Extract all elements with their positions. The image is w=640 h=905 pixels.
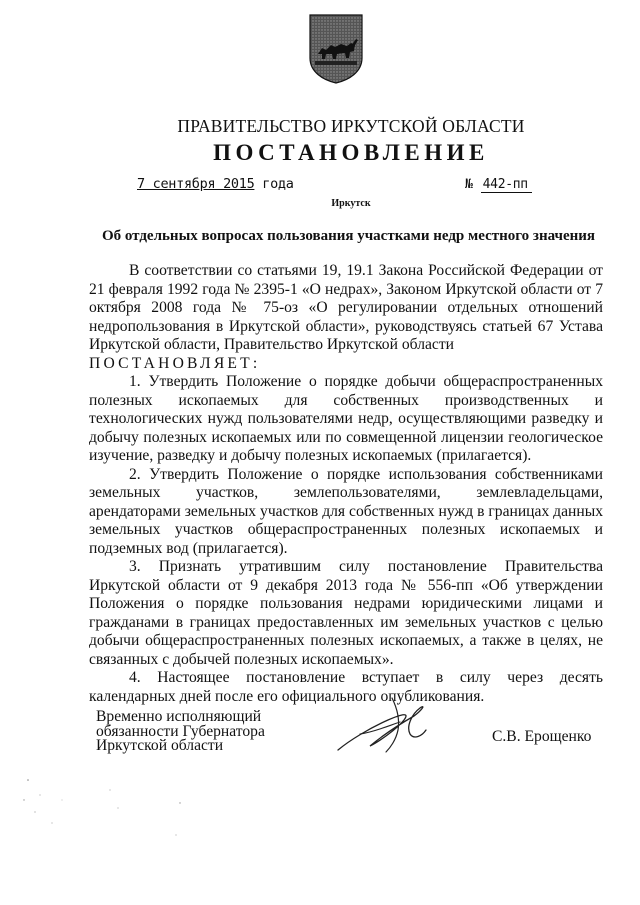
number-sign: № <box>465 177 473 192</box>
resolve-heading: ПОСТАНОВЛЯЕТ: <box>89 354 261 372</box>
number-value: 442-пп <box>481 177 532 193</box>
decree-title: Об отдельных вопросах пользования участками недр местного значения <box>101 228 596 244</box>
decree-body <box>89 262 603 706</box>
irkutsk-coat-of-arms-icon <box>309 14 363 84</box>
date-suffix: года <box>254 176 294 192</box>
position-line-3: Иркутской области <box>96 737 224 754</box>
government-name: ПРАВИТЕЛЬСТВО ИРКУТСКОЙ ОБЛАСТИ <box>177 116 525 136</box>
position-line-2: обязанности Губернатора <box>96 722 265 740</box>
decree-date <box>137 176 294 192</box>
clause-4: 4. Настоящее постановление вступает в силу через десять календарных дней после его официального опубликования. <box>89 669 603 705</box>
preamble-paragraph: В соответствии со статьями 19, 19.1 Закона Российской Федерации от 21 февраля 1992 года № 2395-1 «О недрах», Законом Иркутской области от 7 октября 2008 года № 75-оз «О регулировании отдельных отношений недропользования в Иркутской области», руководствуясь статьей 67 Устава Иркутской области, Правительство Иркутской области <box>89 262 603 353</box>
decree-number <box>465 177 532 193</box>
clause-1: 1. Утвердить Положение о порядке добычи общераспространенных полезных ископаемых для собственных производственных и технологических нужд пользователями недр, осуществляющими разведку и добычу полезных ископаемых или по совмещенной лицензии геологическое изучение, разведку и добычу полезных ископаемых (прилагается). <box>89 373 603 464</box>
handwritten-signature-icon <box>330 690 440 760</box>
clause-3: 3. Признать утратившим силу постановление Правительства Иркутской области от 9 декабря 2013 года № 556-пп «Об утверждении Положения о порядке пользования недрами юридическими лицами и гражданами в границах предоставленных им земельных участков с целью добычи общераспространенных полезных ископаемых, а также в целях, не связанных с добычей полезных ископаемых». <box>89 558 603 668</box>
position-line-1: Временно исполняющий <box>96 708 262 725</box>
document-type: ПОСТАНОВЛЕНИЕ <box>213 140 489 165</box>
city-name: Иркутск <box>331 198 371 209</box>
signatory-name: С.В. Ерощенко <box>492 728 592 745</box>
clause-2: 2. Утвердить Положение о порядке использования собственниками земельных участков, землепользователями, землевладельцами, арендаторами земельных участков для собственных нужд в границах данных земельных участков общераспространенных полезных ископаемых и подземных вод (прилагается). <box>89 465 603 557</box>
date-value: 7 сентября 2015 <box>137 176 255 192</box>
signatory-position <box>96 710 265 754</box>
